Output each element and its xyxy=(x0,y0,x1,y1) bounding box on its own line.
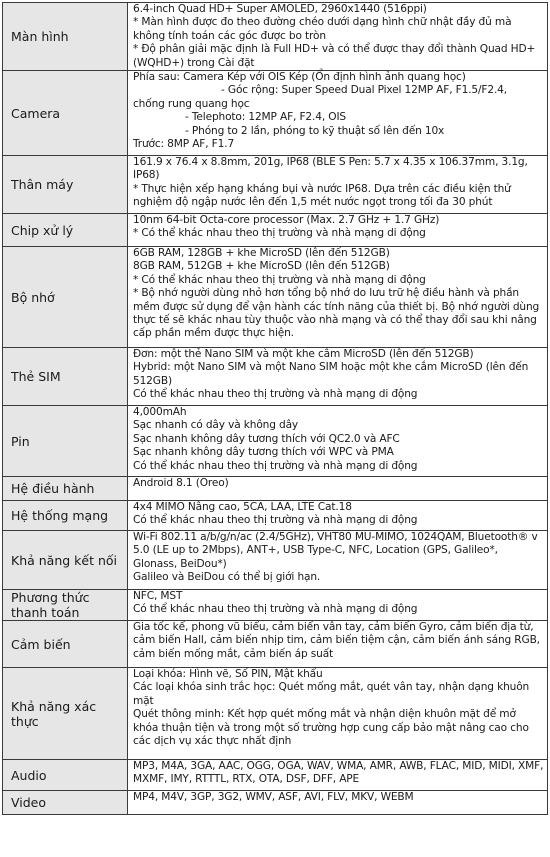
spec-row-body xyxy=(3,156,548,214)
spec-line: Trước: 8MP AF, F1.7 xyxy=(133,138,235,151)
spec-line: * Có thể khác nhau theo thị trường và nhà mạng di động xyxy=(133,227,426,240)
spec-line: chống rung quang học xyxy=(133,97,250,110)
spec-value xyxy=(128,621,548,668)
spec-label: Hệ thống mạng xyxy=(3,501,128,531)
spec-line: Hybrid: một Nano SIM và một Nano SIM hoặc một khe cắm MicroSD (lên đến 512GB) xyxy=(133,361,529,387)
spec-line: * Độ phân giải mặc định là Full HD+ và có thể được thay đổi thành Quad HD+ (WQHD+) trong Cài đặt xyxy=(133,43,536,69)
spec-line: * Có thể khác nhau theo thị trường và nhà mạng di động xyxy=(133,273,426,286)
spec-row-payment xyxy=(3,590,548,621)
spec-value xyxy=(128,760,548,791)
spec-line: 10nm 64-bit Octa-core processor (Max. 2.7 GHz + 1.7 GHz) xyxy=(133,214,440,227)
spec-label: Chip xử lý xyxy=(3,214,128,247)
spec-row-camera xyxy=(3,71,548,156)
spec-row-audio xyxy=(3,760,548,791)
spec-label: Phương thức thanh toán xyxy=(3,590,128,621)
spec-label: Khả năng xác thực xyxy=(3,668,128,760)
spec-line: Gia tốc kế, phong vũ biểu, cảm biến vân tay, cảm biến Gyro, cảm biến địa từ, cảm biến Hall, cảm biến nhịp tim, cảm biến tiệm cận, cảm biến ánh sáng RGB, cảm biến mống mắt, cảm biến áp suất xyxy=(133,621,540,660)
spec-row-os xyxy=(3,477,548,501)
spec-line: Có thể khác nhau theo thị trường và nhà mạng di động xyxy=(133,459,418,472)
spec-row-display xyxy=(3,3,548,71)
spec-value xyxy=(128,3,548,71)
spec-line: NFC, MST xyxy=(133,590,183,603)
spec-row-processor xyxy=(3,214,548,247)
spec-label: Cảm biến xyxy=(3,621,128,668)
spec-value xyxy=(128,668,548,760)
spec-label: Bộ nhớ xyxy=(3,247,128,348)
spec-value xyxy=(128,501,548,531)
spec-line: MP4, M4V, 3GP, 3G2, WMV, ASF, AVI, FLV, MKV, WEBM xyxy=(133,791,414,804)
spec-value xyxy=(128,214,548,247)
spec-line: 4,000mAh xyxy=(133,406,187,419)
spec-line: * Thực hiện xếp hạng kháng bụi và nước IP68. Dựa trên các điều kiện thử nghiệm độ ngập nước lên đến 1,5 mét nước ngọt trong tối đa 30 phút xyxy=(133,182,511,209)
spec-value xyxy=(128,791,548,815)
spec-label: Audio xyxy=(3,760,128,791)
spec-label: Thẻ SIM xyxy=(3,348,128,406)
spec-label: Hệ điều hành xyxy=(3,477,128,501)
spec-table xyxy=(2,2,548,815)
spec-line: Có thể khác nhau theo thị trường và nhà mạng di động xyxy=(133,388,418,401)
spec-line: Có thể khác nhau theo thị trường và nhà mạng di động xyxy=(133,514,418,527)
spec-line: - Góc rộng: Super Speed Dual Pixel 12MP AF, F1.5/F2.4, xyxy=(221,84,507,97)
spec-label: Màn hình xyxy=(3,3,128,71)
spec-line: Android 8.1 (Oreo) xyxy=(133,477,229,490)
spec-line: Phía sau: Camera Kép với OIS Kép (Ổn định hình ảnh quang học) xyxy=(133,71,466,84)
spec-line: 8GB RAM, 512GB + khe MicroSD (lên đến 512GB) xyxy=(133,260,390,273)
spec-value xyxy=(128,531,548,590)
spec-line: MP3, M4A, 3GA, AAC, OGG, OGA, WAV, WMA, AMR, AWB, FLAC, MID, MIDI, XMF, MXMF, IMY, RTTTL, RTX, OTA, DSF, DFF, APE xyxy=(133,760,544,786)
spec-row-sim xyxy=(3,348,548,406)
spec-value xyxy=(128,590,548,621)
spec-line: 4x4 MIMO Nâng cao, 5CA, LAA, LTE Cat.18 xyxy=(133,501,352,514)
spec-line: Galileo và BeiDou có thể bị giới hạn. xyxy=(133,571,321,584)
spec-label: Video xyxy=(3,791,128,815)
spec-label: Camera xyxy=(3,71,128,156)
spec-line: Wi-Fi 802.11 a/b/g/n/ac (2.4/5GHz), VHT80 MU-MIMO, 1024QAM, Bluetooth® v 5.0 (LE up to 2Mbps), ANT+, USB Type-C, NFC, Location (GPS, Galileo*, Glonass, BeiDou*) xyxy=(133,531,538,570)
spec-label: Khả năng kết nối xyxy=(3,531,128,590)
spec-line: Loại khóa: Hình vẽ, Số PIN, Mật khẩu xyxy=(133,668,323,681)
spec-row-battery xyxy=(3,406,548,477)
spec-line: 6GB RAM, 128GB + khe MicroSD (lên đến 512GB) xyxy=(133,247,390,260)
spec-value xyxy=(128,348,548,406)
spec-line: * Bộ nhớ người dùng nhỏ hơn tổng bộ nhớ do lưu trữ hệ điều hành và phần mềm được sử dụng để vận hành các tính năng của thiết bị. Bộ nhớ người dùng thực tế sẽ khác nhau tùy thuộc vào nhà mạng và có thể thay đổi sau khi nâng cấp phần mềm được thực hiện. xyxy=(133,287,540,340)
spec-value xyxy=(128,477,548,501)
spec-value xyxy=(128,156,548,214)
spec-line: - Phóng to 2 lần, phóng to kỹ thuật số lên đến 10x xyxy=(185,124,445,137)
spec-line: 6.4-inch Quad HD+ Super AMOLED, 2960x1440 (516ppi) xyxy=(133,3,427,15)
spec-line: Sạc nhanh không dây tương thích với WPC và PMA xyxy=(133,446,394,459)
spec-value xyxy=(128,247,548,348)
spec-label: Thân máy xyxy=(3,156,128,214)
spec-row-memory xyxy=(3,247,548,348)
spec-row-authentication xyxy=(3,668,548,760)
spec-line: Quét thông minh: Kết hợp quét mống mắt và nhận diện khuôn mặt để mở khóa thuận tiện và trong một số trường hợp cung cấp bảo mật nâng cao cho các dịch vụ xác thực nhất định xyxy=(133,708,529,748)
spec-label: Pin xyxy=(3,406,128,477)
spec-row-connectivity xyxy=(3,531,548,590)
spec-row-sensors xyxy=(3,621,548,668)
spec-line: - Telephoto: 12MP AF, F2.4, OIS xyxy=(185,111,346,124)
spec-line: 161.9 x 76.4 x 8.8mm, 201g, IP68 (BLE S Pen: 5.7 x 4.35 x 106.37mm, 3.1g, IP68) xyxy=(133,156,528,182)
spec-line: * Màn hình được đo theo đường chéo dưới dạng hình chữ nhật đầy đủ mà không tính toán các góc được bo tròn xyxy=(133,16,512,42)
spec-line: Sạc nhanh có dây và không dây xyxy=(133,419,299,432)
spec-value xyxy=(128,71,548,156)
spec-line: Đơn: một thẻ Nano SIM và một khe cắm MicroSD (lên đến 512GB) xyxy=(133,348,474,361)
spec-row-video xyxy=(3,791,548,815)
spec-line: Có thể khác nhau theo thị trường và nhà mạng di động xyxy=(133,603,418,616)
spec-line: Sạc nhanh không dây tương thích với QC2.0 và AFC xyxy=(133,432,400,445)
spec-value xyxy=(128,406,548,477)
spec-row-network xyxy=(3,501,548,531)
spec-line: Các loại khóa sinh trắc học: Quét mống mắt, quét vân tay, nhận dạng khuôn mặt xyxy=(133,681,530,707)
